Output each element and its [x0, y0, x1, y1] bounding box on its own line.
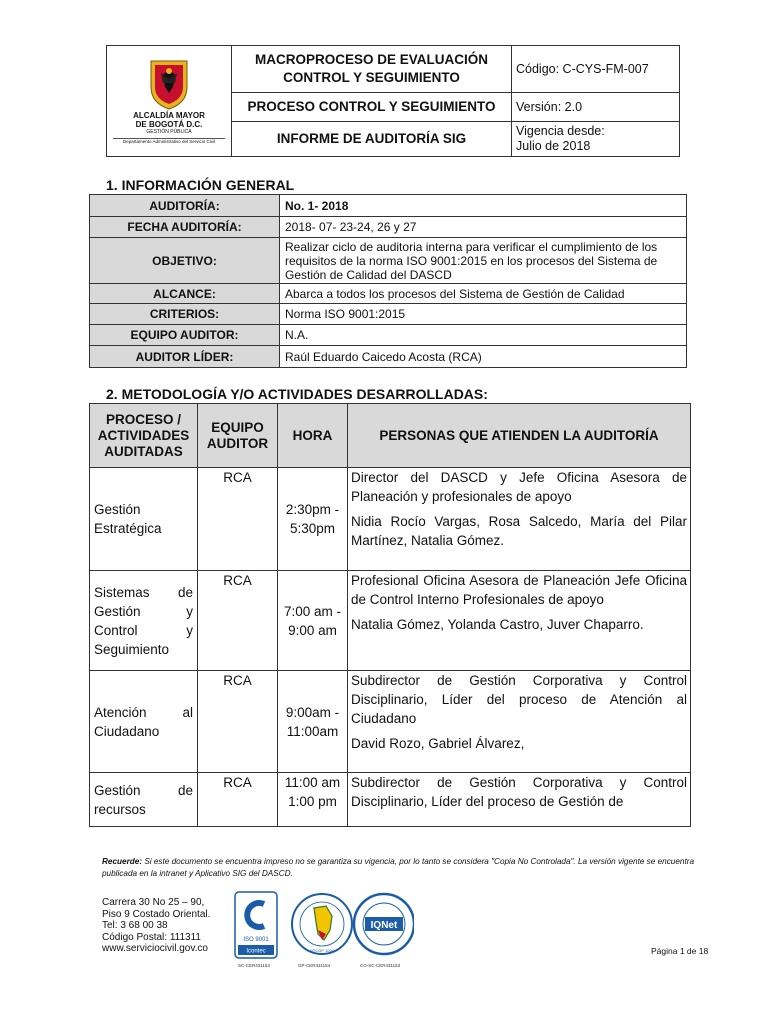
personas-cell: [348, 468, 691, 571]
macroproceso-title: MACROPROCESO DE EVALUACIÓN CONTROL Y SEGUIMIENTO: [232, 46, 512, 93]
table-row: [90, 346, 687, 368]
vigencia: [512, 122, 680, 157]
personas-roles: Director del DASCD y Jefe Oficina Asesora de Planeación y profesionales de apoyo: [351, 470, 687, 504]
table-row: [90, 195, 687, 217]
badge-caption: GP-CER431154: [298, 963, 331, 968]
info-label: EQUIPO AUDITOR:: [90, 325, 280, 346]
personas-names: Natalia Gómez, Yolanda Castro, Juver Chaparro.: [351, 617, 644, 632]
proceso-cell: Gestión de recursos: [90, 773, 198, 827]
info-value: Abarca a todos los procesos del Sistema de Gestión de Calidad: [280, 284, 687, 304]
logo-text-4: Departamento Administrativo del Servicio Civil: [113, 138, 225, 145]
info-value: Realizar ciclo de auditoria interna para verificar el cumplimiento de los requisitos de la norma ISO 9001:2015 en los procesos del Sistema de Gestión de Calidad del DASCD: [280, 238, 687, 284]
badge-iso-label: ISO 9001: [243, 937, 269, 943]
badge-iqnet-label: IQNet: [370, 920, 398, 931]
personas-cell: [348, 773, 691, 827]
info-label: OBJETIVO:: [90, 238, 280, 284]
info-label: ALCANCE:: [90, 284, 280, 304]
address-line: Código Postal: 111311: [102, 931, 201, 943]
col-header-personas: PERSONAS QUE ATIENDEN LA AUDITORÍA: [348, 404, 691, 468]
info-label: AUDITOR LÍDER:: [90, 346, 280, 368]
footer-note-text: Si este documento se encuentra impreso no se garantiza su vigencia, por lo tanto se considera "Copia No Controlada". La versión vigente se encuentra publicada en la intranet y Aplicativo SIG del DASCD.: [102, 857, 695, 878]
info-value: No. 1- 2018: [280, 195, 687, 217]
table-row: [90, 671, 691, 773]
ntcgp-seal-icon: [292, 894, 352, 954]
footer-note-bold: Recuerde:: [102, 857, 143, 866]
personas-cell: [348, 571, 691, 671]
section-1-title: 1. INFORMACIÓN GENERAL: [106, 177, 295, 193]
personas-roles: Subdirector de Gestión Corporativa y Control Disciplinario, Líder del proceso de Gestión de: [351, 775, 687, 809]
equipo-cell: RCA: [198, 671, 278, 773]
icontec-iso-badge-icon: [235, 892, 277, 958]
footer-address: [102, 897, 210, 955]
table-row: [90, 284, 687, 304]
table-row: [90, 217, 687, 238]
hora-cell: 2:30pm - 5:30pm: [278, 468, 348, 571]
badge-caption: CO-SC-CER431153: [360, 963, 401, 968]
informe-title: INFORME DE AUDITORÍA SIG: [232, 122, 512, 157]
personas-cell: [348, 671, 691, 773]
info-value: N.A.: [280, 325, 687, 346]
proceso-title: PROCESO CONTROL Y SEGUIMIENTO: [232, 93, 512, 122]
document-header: [106, 45, 680, 157]
table-row: [90, 304, 687, 325]
address-line: Carrera 30 No 25 – 90,: [102, 897, 205, 908]
equipo-cell: RCA: [198, 773, 278, 827]
table-row: [90, 238, 687, 284]
info-label: AUDITORÍA:: [90, 195, 280, 217]
personas-roles: Subdirector de Gestión Corporativa y Control Disciplinario, Líder del proceso de Atención al Ciudadano: [351, 673, 687, 726]
logo-cell: [107, 46, 232, 157]
activities-table: [89, 403, 691, 827]
vigencia-value: Julio de 2018: [516, 139, 591, 153]
badge-caption: SC-CER431153: [238, 963, 270, 968]
certification-badges: [234, 890, 414, 970]
hora-cell: 11:00 am 1:00 pm: [278, 773, 348, 827]
badge-ntcgp-label: NTCGP 1000: [310, 948, 334, 953]
personas-names: David Rozo, Gabriel Álvarez,: [351, 736, 525, 751]
hora-cell: 7:00 am - 9:00 am: [278, 571, 348, 671]
info-value: 2018- 07- 23-24, 26 y 27: [280, 217, 687, 238]
address-line: Piso 9 Costado Oriental.: [102, 908, 211, 920]
footer-note: [102, 856, 714, 880]
bogota-coat-of-arms-icon: [145, 57, 193, 111]
general-info-table: [89, 194, 687, 368]
table-row: [90, 325, 687, 346]
logo-text-2: DE BOGOTÁ D.C.: [135, 120, 203, 129]
info-value: Norma ISO 9001:2015: [280, 304, 687, 325]
equipo-cell: RCA: [198, 571, 278, 671]
proceso-cell: Sistemas de Gestión y Control y Seguimiento: [90, 571, 198, 671]
personas-names: Nidia Rocío Vargas, Rosa Salcedo, María del Pilar Martínez, Natalia Gómez.: [351, 514, 687, 548]
vigencia-label: Vigencia desde:: [516, 124, 605, 138]
proceso-cell: Gestión Estratégica: [90, 468, 198, 571]
logo-text-3: GESTIÓN PÚBLICA: [146, 129, 192, 135]
info-label: FECHA AUDITORÍA:: [90, 217, 280, 238]
table-header-row: [90, 404, 691, 468]
col-header-equipo: EQUIPO AUDITOR: [198, 404, 278, 468]
table-row: [90, 773, 691, 827]
website-link[interactable]: www.serviciocivil.gov.co: [102, 943, 208, 955]
hora-cell: 9:00am - 11:00am: [278, 671, 348, 773]
col-header-hora: HORA: [278, 404, 348, 468]
codigo: Código: C-CYS-FM-007: [512, 46, 680, 93]
table-row: [90, 571, 691, 671]
info-value: Raúl Eduardo Caicedo Acosta (RCA): [280, 346, 687, 368]
table-row: [90, 468, 691, 571]
badge-icontec-label: Icontec: [246, 948, 266, 955]
address-line: Tel: 3 68 00 38: [102, 920, 168, 932]
logo-text-1: ALCALDÍA MAYOR: [133, 111, 205, 120]
info-label: CRITERIOS:: [90, 304, 280, 325]
proceso-cell: Atención al Ciudadano: [90, 671, 198, 773]
personas-roles: Profesional Oficina Asesora de Planeación Jefe Oficina de Control Interno Profesionales de apoyo: [351, 573, 687, 607]
version: Versión: 2.0: [512, 93, 680, 122]
page-number: Página 1 de 18: [651, 946, 709, 956]
equipo-cell: RCA: [198, 468, 278, 571]
col-header-proceso: PROCESO / ACTIVIDADES AUDITADAS: [90, 404, 198, 468]
section-2-title: 2. METODOLOGÍA Y/O ACTIVIDADES DESARROLLADAS:: [106, 386, 488, 402]
iqnet-seal-icon: [354, 894, 414, 954]
